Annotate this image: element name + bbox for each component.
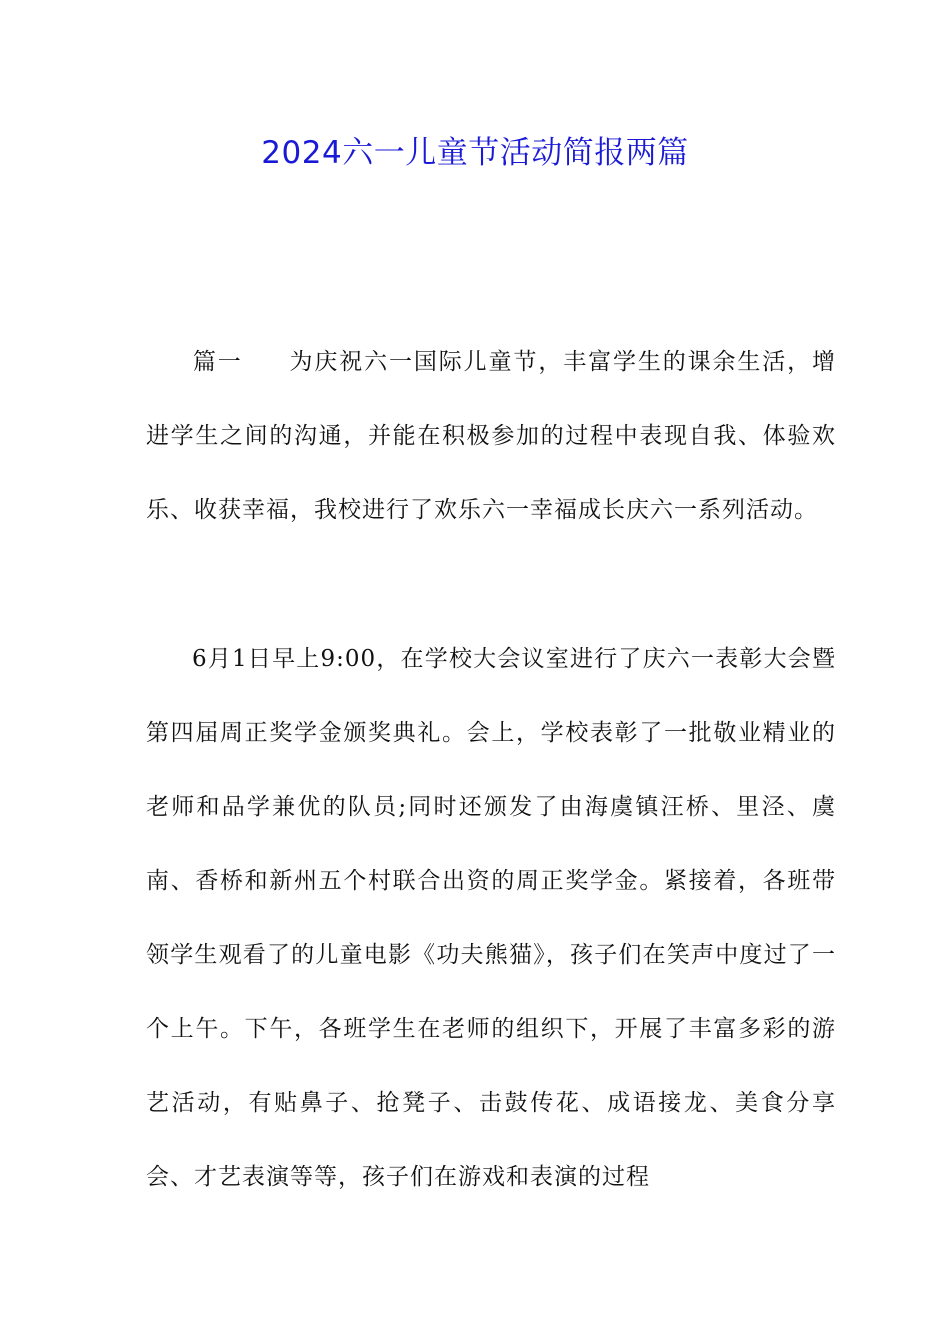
paragraph-1 <box>146 325 836 547</box>
document-title: 2024六一儿童节活动简报两篇 <box>261 135 689 171</box>
paragraph-2 <box>146 622 836 1214</box>
section-label: 篇一 <box>192 349 243 375</box>
paragraph-2-text: 6月1日早上9:00，在学校大会议室进行了庆六一表彰大会暨第四届周正奖学金颁奖典礼。会上，学校表彰了一批敬业精业的老师和品学兼优的队员;同时还颁发了由海虞镇汪桥、里泾、虞南、香桥和新州五个村联合出资的周正奖学金。紧接着，各班带领学生观看了的儿童电影《功夫熊猫》，孩子们在笑声中度过了一个上午。下午，各班学生在老师的组织下，开展了丰富多彩的游艺活动，有贴鼻子、抢凳子、击鼓传花、成语接龙、美食分享会、才艺表演等等，孩子们在游戏和表演的过程 <box>146 646 836 1190</box>
paragraph-1-text: 为庆祝六一国际儿童节，丰富学生的课余生活，增进学生之间的沟通，并能在积极参加的过程中表现自我、体验欢乐、收获幸福，我校进行了欢乐六一幸福成长庆六一系列活动。 <box>146 349 837 523</box>
